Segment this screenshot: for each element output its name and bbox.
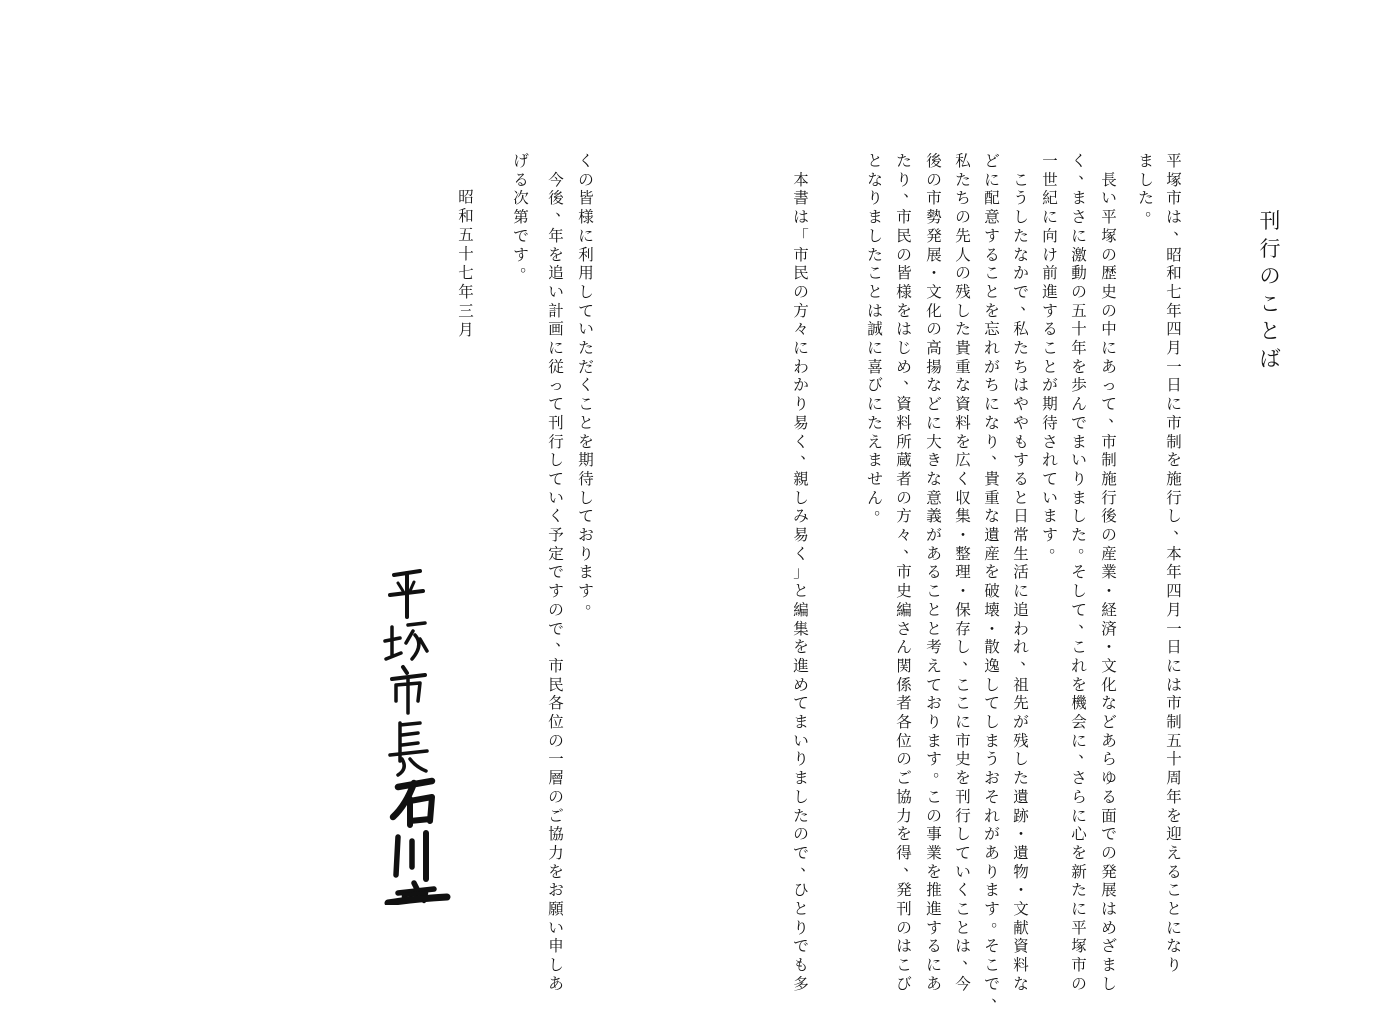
signature-brush-image bbox=[380, 555, 455, 905]
page-title: 刊 行 の こ と ば bbox=[1259, 209, 1281, 371]
body-column: こ う し た な か で 、 私 た ち は や や も す る と 日 常 生 活 に 追 わ れ 、 祖 先 が 残 し た 遺 跡 ・ 遺 物 ・ 文 献 資 料 な bbox=[1013, 170, 1036, 993]
body-column: 私 た ち の 先 人 の 残 し た 貴 重 な 資 料 を 広 く 収 集 ・ 整 理 ・ 保 存 し 、 こ こ に 市 史 を 刊 行 し て い く こ と は 、 今 bbox=[955, 152, 978, 993]
mayor-signature bbox=[380, 555, 455, 905]
body-column: 一 世 紀 に 向 け 前 進 す る こ と が 期 待 さ れ て い ま す 。 bbox=[1042, 152, 1065, 556]
body-column: く 、 ま さ に 激 動 の 五 十 年 を 歩 ん で ま い り ま し た 。 そ し て 、 こ れ を 機 会 に 、 さ ら に 心 を 新 た に 平 塚 市 の bbox=[1071, 152, 1094, 993]
body-column: 本 書 は 「 市 民 の 方 々 に わ か り 易 く 、 親 し み 易 く 」 と 編 集 を 進 め て ま い り ま し た の で 、 ひ と り で も 多 bbox=[793, 170, 816, 993]
body-column: ま し た 。 bbox=[1138, 152, 1161, 220]
body-column: 後 の 市 勢 発 展 ・ 文 化 の 高 揚 な ど に 大 き な 意 義 が あ る こ と と 考 え て お り ま す 。 こ の 事 業 を 推 進 す る に あ bbox=[926, 152, 949, 993]
body-column: た り 、 市 民 の 皆 様 を は じ め 、 資 料 所 蔵 者 の 方 々 、 市 史 編 さ ん 関 係 者 各 位 の ご 協 力 を 得 、 発 刊 の は こ び bbox=[896, 152, 919, 993]
body-column: 今 後 、 年 を 追 い 計 画 に 従 っ て 刊 行 し て い く 予 定 で す の で 、 市 民 各 位 の 一 層 の ご 協 力 を お 願 い 申 し あ bbox=[548, 170, 571, 993]
body-column: と な り ま し た こ と は 誠 に 喜 び に た え ま せ ん 。 bbox=[867, 152, 890, 519]
body-column: げ る 次 第 で す 。 bbox=[513, 152, 536, 276]
body-column: ど に 配 意 す る こ と を 忘 れ が ち に な り 、 貴 重 な 遺 産 を 破 壊 ・ 散 逸 し て し ま う お そ れ が あ り ま す 。 そ こ で 、 bbox=[984, 152, 1007, 1005]
date-line: 昭 和 五 十 七 年 三 月 bbox=[458, 188, 474, 339]
body-column: 平 塚 市 は 、 昭 和 七 年 四 月 一 日 に 市 制 を 施 行 し 、 本 年 四 月 一 日 に は 市 制 五 十 周 年 を 迎 え る こ と に な り bbox=[1166, 152, 1189, 975]
body-column: 長 い 平 塚 の 歴 史 の 中 に あ っ て 、 市 制 施 行 後 の 産 業 ・ 経 済 ・ 文 化 な ど あ ら ゆ る 面 で の 発 展 は め ざ ま し bbox=[1101, 170, 1124, 993]
body-column: く の 皆 様 に 利 用 し て い た だ く こ と を 期 待 し て お り ま す 。 bbox=[578, 152, 601, 612]
